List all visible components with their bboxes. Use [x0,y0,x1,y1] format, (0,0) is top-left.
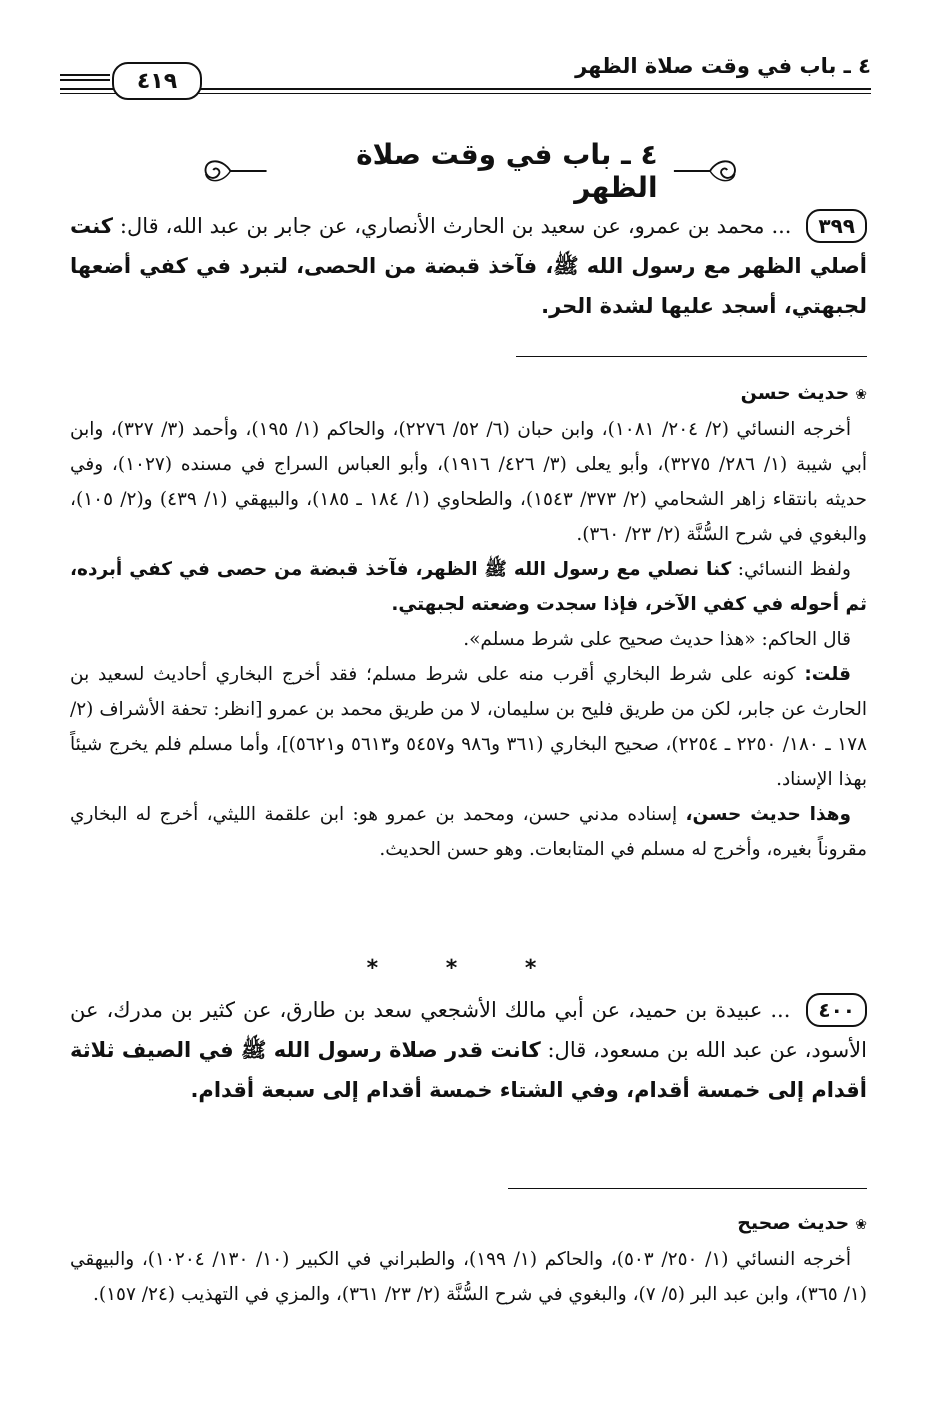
nasai-wording-intro: ولفظ النسائي: [737,559,851,580]
nasai-wording-text: كنا نصلي مع رسول الله ﷺ الظهر، فآخذ قبضة من حصى في كفي أبرده، ثم أحوله في كفي الآخر، فإذا سجدت وضعته لجبهتي. [70,559,867,615]
hadith-number: ٣٩٩ [806,209,867,243]
ornament-right-icon [672,154,740,188]
takhrij-paragraph: أخرجه النسائي (١/ ٢٥٠/ ٥٠٣)، والحاكم (١/ ١٩٩)، والطبراني في الكبير (١٠/ ١٣٠/ ١٠٢٠٤)، والبيهقي (١/ ٣٦٥)، وابن عبد البر (٥/ ٧)، والبغوي في شرح السُّنَّة (٢/ ٢٣/ ٣٦١)، والمزي في التهذيب (٢٤/ ١٥٧). [70,1249,867,1305]
hadith-399 [70,206,867,326]
takhrij-399 [70,412,867,867]
section-separator [516,356,867,357]
section-separator [508,1188,867,1189]
hadith-grade [741,382,867,404]
running-header [60,52,871,96]
section-divider-stars: * * * [366,956,567,981]
takhrij-400 [70,1242,867,1312]
hadith-grade [737,1212,867,1234]
hakim-verdict: قال الحاكم: «هذا حديث صحيح على شرط مسلم». [463,629,851,650]
page-number: ٤١٩ [112,62,202,100]
hadith-matn: كانت قدر صلاة رسول الله ﷺ في الصيف ثلاثة أقدام إلى خمسة أقدام، وفي الشتاء خمسة أقدام إلى سبعة أقدام. [70,1038,867,1102]
hadith-isnad: ... محمد بن عمرو، عن سعيد بن الحارث الأنصاري، عن جابر بن عبد الله، قال: [119,214,792,238]
hadith-400 [70,990,867,1110]
author-verdict-text: إسناده مدني حسن، ومحمد بن عمرو هو: ابن علقمة الليثي، أخرج له البخاري مقروناً بغيره، وأخرج له مسلم في المتابعات. وهو حسن الحديث. [70,804,867,860]
author-verdict-label: وهذا حديث حسن، [685,804,852,825]
book-ornament-icon: ❀ [855,387,867,403]
grade-label: حديث حسن [740,382,850,404]
chapter-title: ٤ ـ باب في وقت صلاة الظهر [356,138,658,204]
hadith-isnad: ... عبيدة بن حميد، عن أبي مالك الأشجعي سعد بن طارق، عن كثير بن مدرك، عن الأسود، عن عبد الله بن مسعود، قال: [70,998,867,1062]
author-comment-label: قلت: [804,664,851,685]
author-comment [70,657,867,797]
takhrij-paragraph: أخرجه النسائي (٢/ ٢٠٤/ ١٠٨١)، وابن حبان (٦/ ٥٢/ ٢٢٧٦)، والحاكم (١/ ١٩٥)، وأحمد (٣/ ٣٢٧)، وابن أبي شيبة (١/ ٢٨٦/ ٣٢٧٥)، وأبو يعلى (٣/ ٤٢٦/ ١٩١٦)، وأبو العباس السراج في مسنده (١٠٢٧)، وفي حديثه بانتقاء زاهر الشحامي (٢/ ٣٧٣/ ١٥٤٣)، والطحاوي (١/ ١٨٤ ـ ١٨٥)، والبيهقي (١/ ٤٣٩) و(٢/ ١٠٥)، والبغوي في شرح السُّنَّة (٢/ ٢٣/ ٣٦٠). [70,419,867,545]
chapter-heading [200,138,740,204]
hadith-matn: كنت أصلي الظهر مع رسول الله ﷺ، فآخذ قبضة من الحصى، لتبرد في كفي أضعها لجبهتي، أسجد عليها لشدة الحر. [70,214,867,318]
book-ornament-icon: ❀ [855,1217,867,1233]
author-comment-text: كونه على شرط البخاري أقرب منه على شرط مسلم؛ فقد أخرج البخاري أحاديث لسعيد بن الحارث عن جابر، لكن من طريق فليح بن سليمان، لا من طريق محمد بن عمرو [انظر: تحفة الأشراف (٢/ ١٧٨ ـ ١٨٠/ ٢٢٥٠ ـ ٢٢٥٤)، صحيح البخاري (٣٦١ و٩٨٦ و٥٤٥٧ و٥٦١٣ و٥٦٢١)]، وأما مسلم فلم يخرج شيئاً بهذا الإسناد. [70,664,867,790]
nasai-wording [70,552,867,622]
grade-label: حديث صحيح [737,1212,850,1234]
page-number-lines [60,74,110,84]
ornament-left-icon [200,154,268,188]
author-verdict [70,797,867,867]
hadith-number: ٤٠٠ [806,993,867,1027]
running-title: ٤ ـ باب في وقت صلاة الظهر [575,54,871,78]
